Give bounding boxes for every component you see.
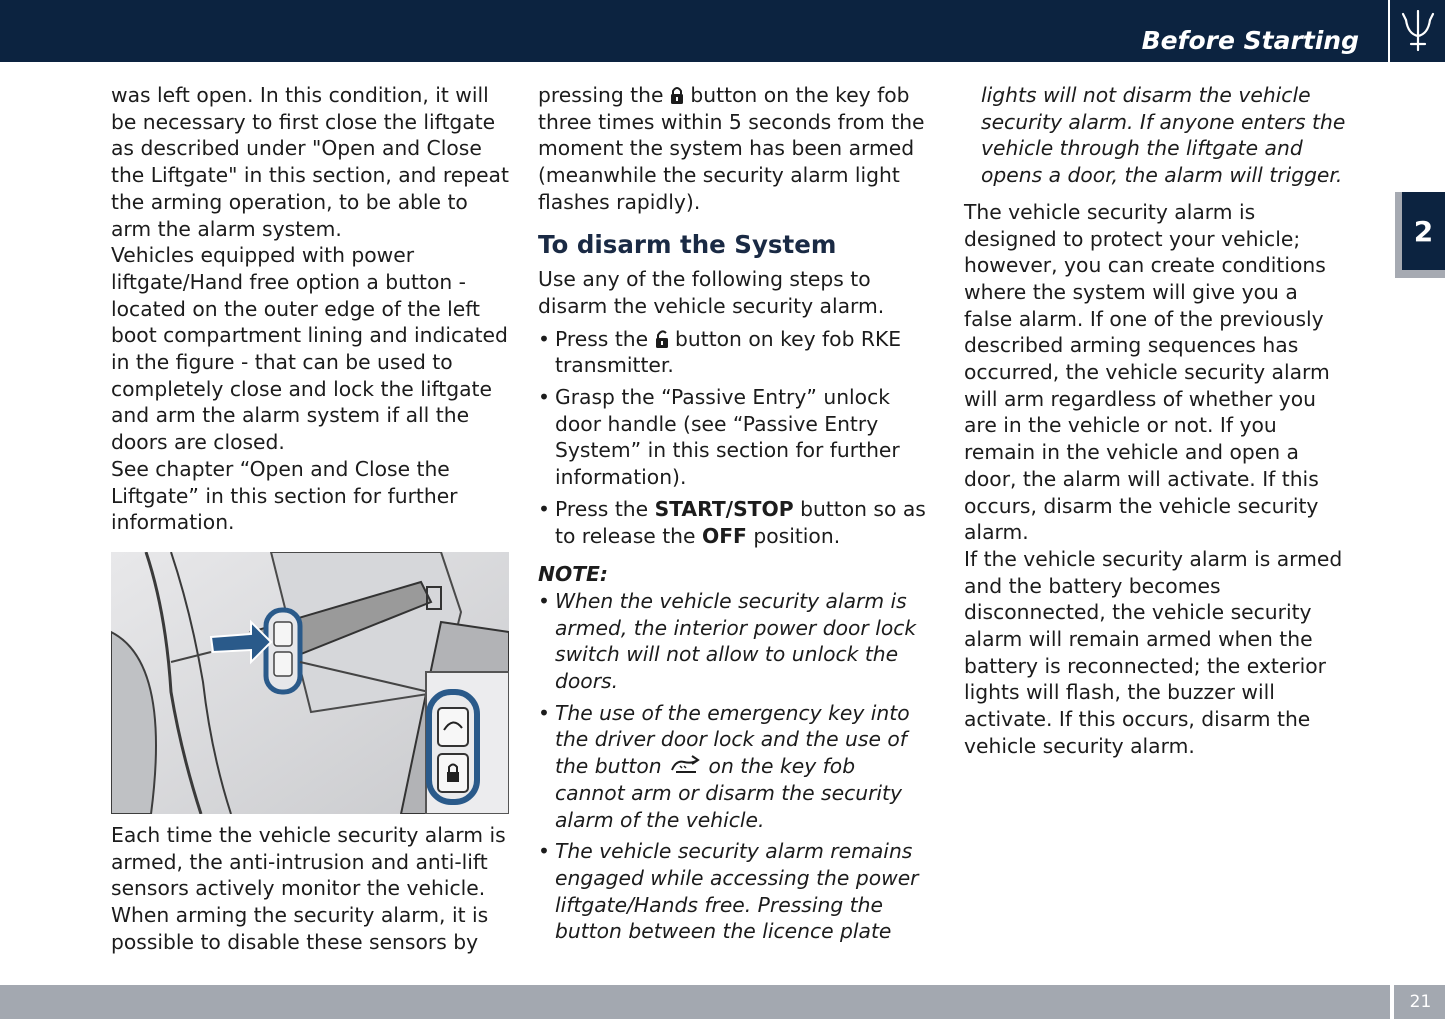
liftgate-icon — [668, 754, 702, 776]
trident-logo-icon — [1400, 10, 1436, 52]
page-title: Before Starting — [1141, 26, 1359, 55]
disarm-intro: Use any of the following steps to disarm the vehicle security alarm. — [538, 267, 885, 318]
col2-paragraph-1-start: pressing the — [538, 83, 664, 107]
column-3 — [964, 82, 1350, 760]
list-item — [538, 326, 930, 379]
bullet1-end: button on key fob RKE transmitter. — [555, 326, 902, 378]
note-continuation: lights will not disarm the vehicle security alarm. If anyone enters the vehicle through the liftgate and opens a door, the alarm will trigger. — [981, 83, 1346, 188]
list-item: • Grasp the “Passive Entry” unlock door handle (see “Passive Entry System” in this section for further information). — [538, 384, 930, 491]
chapter-tab[interactable]: 2 — [1402, 192, 1445, 270]
note-label: NOTE: — [538, 562, 609, 587]
col2-paragraph-1-end: button on the key fob three times within 5 seconds from the moment the system has been armed (meanwhile the security alarm light flashes rapidly). — [538, 83, 925, 214]
col2-paragraph-1 — [538, 82, 930, 216]
column-2 — [538, 82, 930, 950]
col1-paragraph-2: Vehicles equipped with power liftgate/Hand free option a button - located on the outer edge of the left boot compartment lining and indicated in the figure - that can be used to completely close and lock the liftgate and arm the alarm system if all the doors are closed. — [111, 243, 508, 455]
page-footer — [0, 985, 1390, 1019]
list-item — [538, 496, 930, 549]
col1-paragraph-3: See chapter “Open and Close the Liftgate” in this section for further information. — [111, 456, 458, 535]
disarm-steps — [538, 326, 930, 550]
col1-paragraph-1: was left open. In this condition, it will be necessary to first close the liftgate as described under "Open and Close the Liftgate" in this section, and repeat the arming operation, to be able to arm the alarm system. — [111, 83, 509, 241]
bullet3-end: position. — [753, 523, 841, 548]
col3-paragraph-1: The vehicle security alarm is designed to protect your vehicle; however, you can create conditions where the system will give you a false alarm. If one of the previously described arming sequences has occurred, the vehicle security alarm will arm regardless of whether you are in the vehicle or not. If you remain in the vehicle and open a door, the alarm will activate. If this occurs, disarm the vehicle security alarm. — [964, 199, 1330, 545]
note-list — [538, 588, 930, 945]
bullet3-middle: button so as to release the — [555, 496, 926, 548]
lock-icon — [670, 85, 684, 105]
column-1 — [111, 82, 511, 955]
bullet3-start: Press the — [555, 496, 649, 521]
list-item: • The vehicle security alarm remains engaged while accessing the power liftgate/Hands free. Pressing the button between the licence plate — [538, 838, 930, 945]
off-label: OFF — [701, 523, 747, 548]
note2-end: on the key fob cannot arm or disarm the security alarm of the vehicle. — [555, 754, 903, 832]
bullet1-start: Press the — [555, 326, 649, 351]
col1-paragraph-4: Each time the vehicle security alarm is armed, the anti-intrusion and anti-lift sensors actively monitor the vehicle. When arming the security alarm, it is possible to disable these sensors by — [111, 822, 506, 954]
col3-paragraph-2: If the vehicle security alarm is armed and the battery becomes disconnected, the vehicle security alarm will remain armed when the battery is reconnected; the exterior lights will flash, the buzzer will activate. If this occurs, disarm the vehicle security alarm. — [964, 546, 1343, 758]
disarm-heading: To disarm the System — [538, 229, 837, 259]
list-item: • When the vehicle security alarm is armed, the interior power door lock switch will not allow to unlock the doors. — [538, 588, 930, 695]
page-number: 21 — [1392, 985, 1445, 1019]
list-item — [538, 700, 930, 834]
liftgate-button-figure — [111, 552, 509, 814]
brand-logo — [1388, 0, 1445, 62]
start-stop-label: START/STOP — [654, 496, 794, 521]
unlock-icon — [655, 329, 669, 349]
note2-start: The use of the emergency key into the driver door lock and the use of the button — [555, 700, 910, 779]
